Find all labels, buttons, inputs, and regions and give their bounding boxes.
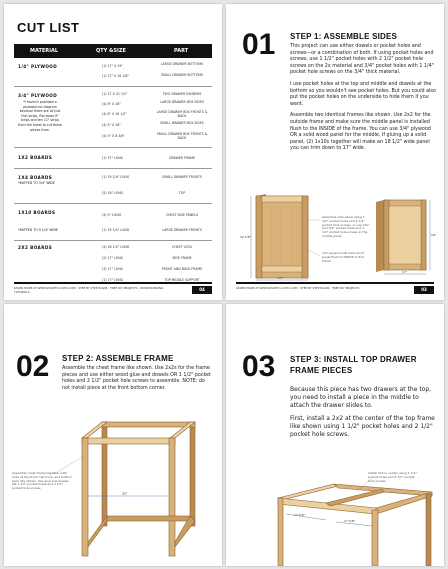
side-panel-back <box>376 200 426 272</box>
material-label: 2X2 BOARDS <box>18 245 53 250</box>
cut-list-title: CUT LIST <box>17 20 80 35</box>
part-cell: SMALL DRAWER BOX SIDES <box>160 121 204 125</box>
part-cell: SMALL DRAWER FRONTS <box>162 175 202 179</box>
qty-cell: (1) 19 1/4" LONG <box>102 175 130 179</box>
part-cell: CHEST LEGS <box>172 245 192 249</box>
dim-height: 22 1/8" <box>240 235 251 239</box>
step-title: STEP 2: ASSEMBLE FRAME <box>62 354 174 363</box>
qty-cell: (2) 17" LONG <box>102 256 124 260</box>
qty-cell: (4) 9" LONG <box>102 213 122 217</box>
footer-text: LEARN MORE AT WWW.SHANTY-2-CHIC.COM · STEP BY STEP PLANS · FREE DIY PROJECTS · WOODWORKING TUTORIALS <box>14 286 164 294</box>
annotation-pocket-holes: Assemble side panel using 1 1/2" pocket holes and 2 1/2" pocket hole screws, or use 3/4" and 5/4" pocket holes and 1 1/4" pocket hole screws in the middle panel <box>322 215 370 238</box>
qty-cell: (1) 19 1/4" LONG <box>102 228 130 232</box>
qty-cell: (4) 5" X 8 3/8" <box>102 134 125 138</box>
qty-cell: (4) 5" X 16" <box>102 123 121 127</box>
part-cell: DRAWER FRAME <box>169 156 195 160</box>
table-group <box>14 204 212 241</box>
material-note: *BUFFED TO 3/4" WIDE <box>18 181 55 185</box>
footer-text: LEARN MORE AT WWW.SHANTY-2-CHIC.COM · STEP BY STEP PLANS · FREE DIY PROJECTS <box>236 286 360 290</box>
step-paragraph: Assemble two identical frames like shown. Use 2x2 for the outside frame and make sure the middle panel is installed flush to the INSIDE of the frame. You can use 3/4" plywood OR a solid wood panel for the middle. If gluing up a solid panel, (2) 1x10s together will make an 18 1/2" wide panel you can trim down to 17" wide. <box>290 113 431 152</box>
table-group <box>14 241 212 287</box>
cut-list-page <box>4 4 222 300</box>
table-group <box>14 148 212 169</box>
annotation-center-support: Install 2x2 in center using 1 1/2" pocket holes and 2 1/2" pocket hole screws <box>368 471 417 483</box>
step-body: Assemble the chest frame like shown. Use 2x2s for the frame pieces and use either wood glue and dowels OR 1 1/2" pocket holes and 2 1/2" pocket hole screws to assemble. NOTE: do not install piece at the front bottom corner. <box>62 366 211 391</box>
part-cell: LARGE DRAWER BOTTOMS <box>160 62 204 66</box>
part-cell: SMALL DRAWER BOX FRONTS & BACK <box>156 132 208 140</box>
material-label: 1X2 BOARDS <box>18 155 53 160</box>
annotation-frame: Assemble chest frame together with 2x2s at two front, top front, and bottom back like shown. Use glue and dowels OR 1 1/2" pocket holes and 2 1/2" pocket hole screws <box>12 471 72 491</box>
dim-right: 17 5/8" <box>344 519 355 523</box>
qty-cell: (4) 18 1/2" LONG <box>102 245 130 249</box>
header-qty: QTY &SIZE <box>96 48 126 54</box>
step1-page <box>226 4 444 300</box>
step-title: STEP 1: ASSEMBLE SIDES <box>290 32 398 41</box>
part-cell: FRONT AND BACK FRAME <box>161 267 203 271</box>
page-number: 04 <box>192 286 212 294</box>
part-cell: LARGE DRAWER FRONTS <box>162 228 202 232</box>
step-paragraph: Because this piece has two drawers at the top, you need to install a piece in the middle to attach the drawer slides to. <box>290 386 432 409</box>
qty-cell: (1) 17" X 16 1/8" <box>102 74 129 78</box>
header-material: MATERIAL <box>30 48 59 54</box>
step-number: 03 <box>242 350 276 383</box>
material-label: 3/4" PLYWOOD <box>18 93 58 98</box>
page-number: 03 <box>414 286 434 294</box>
dim-side: 18" <box>431 233 437 237</box>
material-note: *BUFFED TO 9 1/4" WIDE <box>18 228 58 232</box>
step-number: 01 <box>242 28 276 61</box>
qty-cell: (5) 18" LONG <box>102 191 124 195</box>
frame-diagram <box>4 416 222 566</box>
material-label: 1/4" PLYWOOD <box>18 64 58 69</box>
cut-list-table <box>14 58 212 288</box>
qty-cell: (1) 17 X 31 1/2" <box>102 92 128 96</box>
part-cell: TOP <box>178 191 186 195</box>
qty-cell: (1) 17" LONG <box>102 278 124 282</box>
qty-cell: (1) 17" X 19" <box>102 64 123 68</box>
page-footer <box>236 282 434 296</box>
step-paragraph: This project can use either dowels or pocket holes and screws—or a combination of both. If using pocket holes and screws, use 1 1/2" pocket holes with 2 1/2" pocket hole screws on the 2x material and 3/4" pocket holes with 1 1/4" pocket hole screws on the 3/4" thick material. <box>290 44 434 76</box>
annotation-panel-flush: 3/4" plywood OR solid wood panel flush to INSIDE of 2x2 frame <box>322 251 365 263</box>
part-cell: LARGE DRAWER BOX FRONTS & BACK <box>156 110 208 118</box>
dim-width-back: 17" <box>402 270 408 274</box>
header-part: PART <box>174 48 189 54</box>
page-footer <box>14 282 212 296</box>
cut-list-header <box>14 44 212 58</box>
part-cell: TWO DRAWER DIVIDERS <box>162 92 202 96</box>
step-paragraph: I use pocket holes at the top and middle and dowels at the bottom so you wouldn't see pocket holes. But you could also put the pocket holes on the underside to hide them if you want. <box>290 81 436 107</box>
material-note: *I haven't provided a plywood cut diagram because there are all just thin strips. Rip down 6" strips and ten 11" strips from the sheet to cut these pieces from. <box>18 100 62 132</box>
part-cell: SMALL DRAWER BOTTOMS <box>160 73 204 77</box>
part-cell: CHEST SIDE PANELS <box>165 213 199 217</box>
qty-cell: (4) 6" X 16 1/2" <box>102 112 127 116</box>
dim-frame-width: 37" <box>122 492 128 496</box>
qty-cell: (3) 17" LONG <box>102 267 124 271</box>
qty-cell: (4) 6" X 16" <box>102 102 121 106</box>
part-cell: LARGE DRAWER BOX SIDES <box>160 100 204 104</box>
dim-left: 17 5/8" <box>294 513 305 517</box>
side-panel-front <box>256 194 308 278</box>
table-group <box>14 169 212 204</box>
material-label: 1X4 BOARDS <box>18 175 53 180</box>
step2-page <box>4 304 222 566</box>
dim-width: 17" <box>278 276 284 280</box>
qty-cell: (1) 37" LONG <box>102 156 124 160</box>
table-group <box>14 87 212 148</box>
material-label: 1X10 BOARDS <box>18 210 56 215</box>
table-group <box>14 58 212 87</box>
part-cell: TOP MIDDLE SUPPORT <box>164 278 200 282</box>
step-body <box>290 44 436 158</box>
step-body <box>290 386 436 444</box>
step-title: STEP 3: INSTALL TOP DRAWER FRAME PIECES <box>290 355 417 375</box>
part-cell: SIDE FRAME <box>172 256 192 260</box>
step-number: 02 <box>16 350 50 383</box>
step3-page <box>226 304 444 566</box>
step-paragraph: First, install a 2x2 at the center of the top frame like shown using 1 1/2" pocket holes and 2 1/2" pocket hole screws. <box>290 415 435 438</box>
